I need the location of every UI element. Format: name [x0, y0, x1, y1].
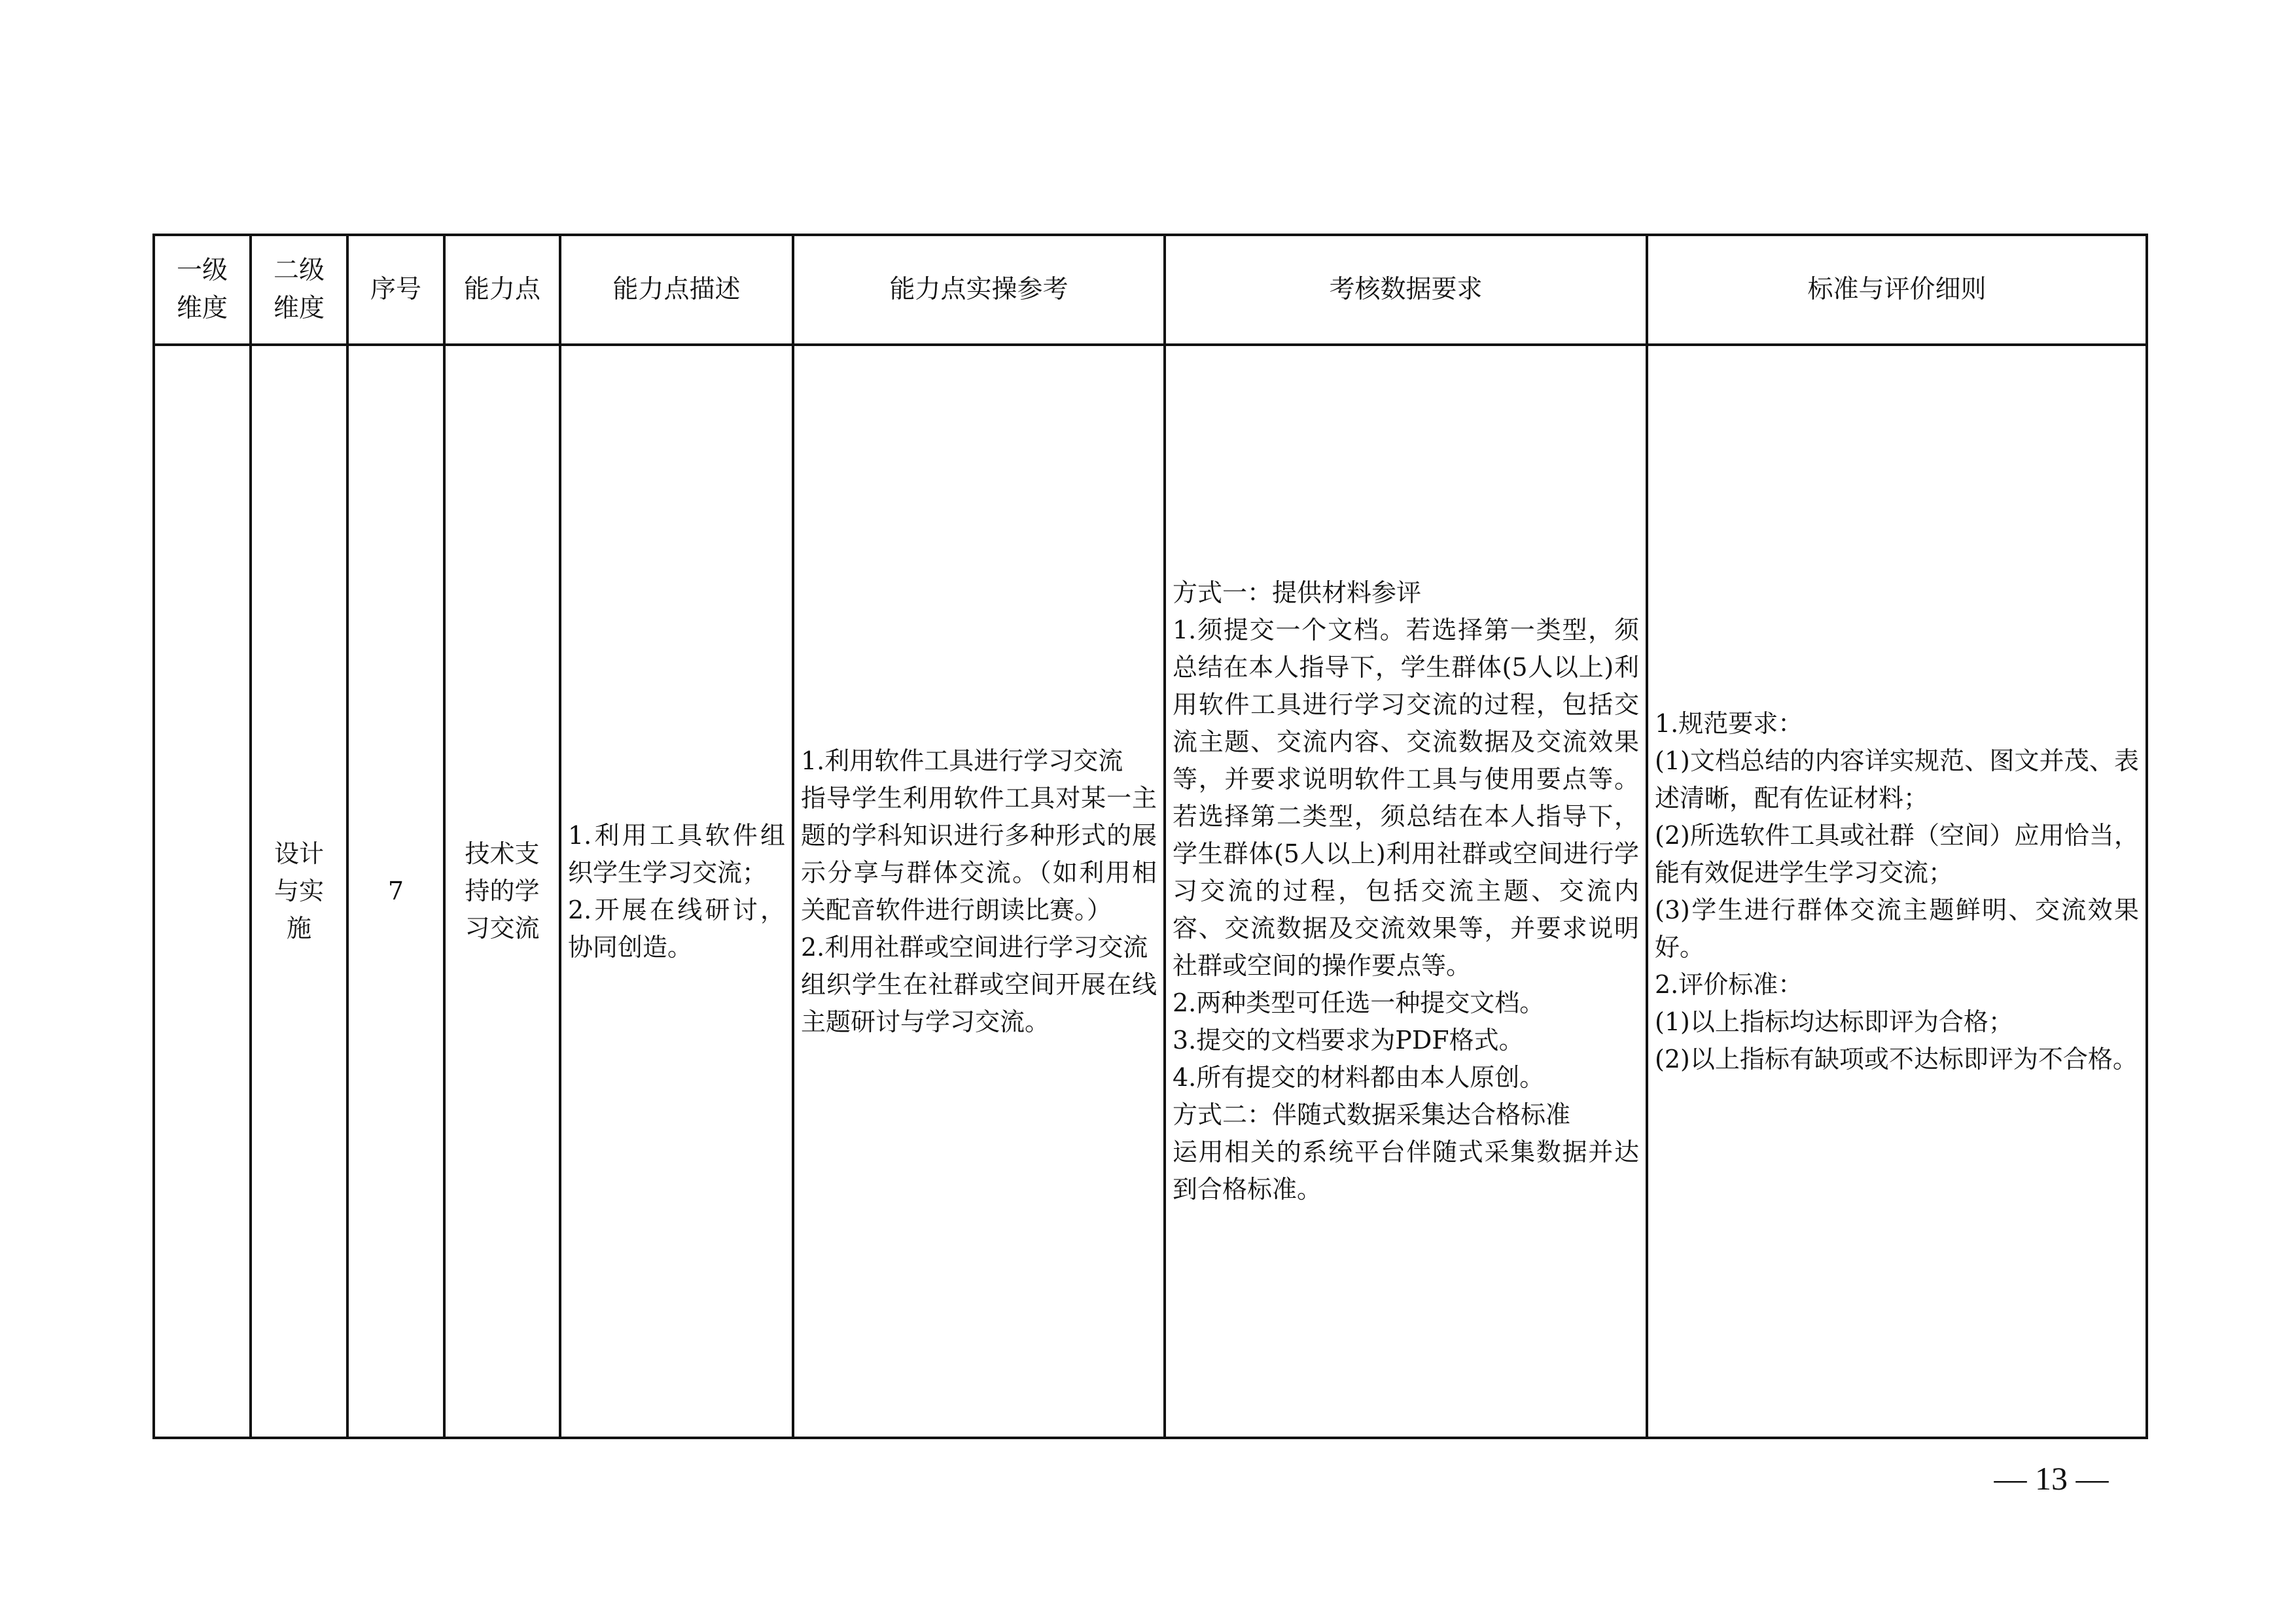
cell-criteria: 1.规范要求： (1)文档总结的内容详实规范、图文并茂、表述清晰，配有佐证材料； (2)所选软件工具或社群（空间）应用恰当，能有效促进学生学习交流； (3)学生进行群体交流主题鲜明、交流效果好。 2.评价标准： (1)以上指标均达标即评为合格； (2)以上指标有缺项或不达标即评为不合格。 — [1647, 345, 2147, 1438]
header-row — [154, 235, 2147, 345]
header-level1: 一级 维度 — [154, 235, 251, 345]
cell-description: 1.利用工具软件组织学生学习交流； 2.开展在线研讨，协同创造。 — [560, 345, 793, 1438]
header-description: 能力点描述 — [560, 235, 793, 345]
page-number: — 13 — — [1994, 1460, 2109, 1497]
cell-requirements: 方式一：提供材料参评 1.须提交一个文档。若选择第一类型，须总结在本人指导下，学生群体(5人以上)利用软件工具进行学习交流的过程，包括交流主题、交流内容、交流数据及交流效果等，并要求说明软件工具与使用要点等。若选择第二类型，须总结在本人指导下，学生群体(5人以上)利用社群或空间进行学习交流的过程，包括交流主题、交流内容、交流数据及交流效果等，并要求说明社群或空间的操作要点等。 2.两种类型可任选一种提交文档。 3.提交的文档要求为PDF格式。 4.所有提交的材料都由本人原创。 方式二：伴随式数据采集达合格标准 运用相关的系统平台伴随式采集数据并达到合格标准。 — [1165, 345, 1647, 1438]
header-level2: 二级 维度 — [251, 235, 347, 345]
table-row — [154, 345, 2147, 1438]
cell-level2: 设计 与实 施 — [251, 345, 347, 1438]
cell-practice: 1.利用软件工具进行学习交流 指导学生利用软件工具对某一主题的学科知识进行多种形式的展示分享与群体交流。（如利用相关配音软件进行朗读比赛。） 2.利用社群或空间进行学习交流 组织学生在社群或空间开展在线主题研讨与学习交流。 — [793, 345, 1165, 1438]
assessment-table — [152, 234, 2148, 1439]
cell-ability: 技术支 持的学 习交流 — [444, 345, 560, 1438]
cell-level1 — [154, 345, 251, 1438]
header-requirements: 考核数据要求 — [1165, 235, 1647, 345]
header-criteria: 标准与评价细则 — [1647, 235, 2147, 345]
header-practice: 能力点实操参考 — [793, 235, 1165, 345]
header-ability: 能力点 — [444, 235, 560, 345]
header-seq: 序号 — [347, 235, 444, 345]
cell-seq: 7 — [347, 345, 444, 1438]
